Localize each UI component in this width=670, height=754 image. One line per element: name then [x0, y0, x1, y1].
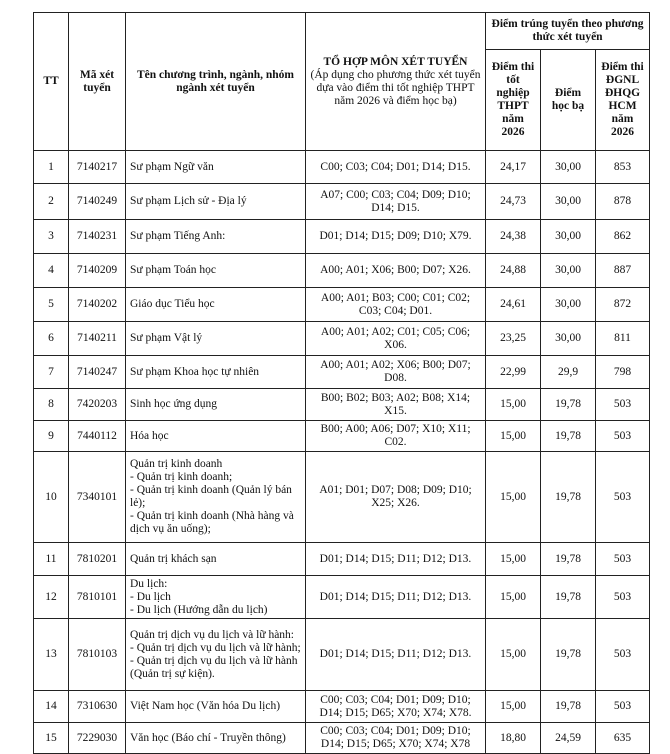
- admission-scores-table: [33, 12, 650, 754]
- cell-diem-hoc-ba: 24,59: [541, 723, 596, 754]
- cell-ma-xet-tuyen: 7140209: [69, 254, 126, 288]
- table-row: [34, 184, 650, 220]
- cell-tt: 6: [34, 322, 69, 356]
- cell-diem-dgnl: 887: [596, 254, 650, 288]
- cell-ma-xet-tuyen: 7140217: [69, 151, 126, 184]
- cell-ten-chuong-trinh: [126, 452, 306, 543]
- cell-diem-dgnl: 503: [596, 576, 650, 619]
- cell-diem-hoc-ba: 30,00: [541, 220, 596, 254]
- cell-to-hop: C00; C03; C04; D01; D14; D15.: [306, 151, 486, 184]
- cell-diem-thpt: 22,99: [486, 356, 541, 389]
- cell-ma-xet-tuyen: 7229030: [69, 723, 126, 754]
- cell-to-hop: A00; A01; X06; B00; D07; X26.: [306, 254, 486, 288]
- header-diem-dgnl: Điểm thi ĐGNL ĐHQG HCM năm 2026: [596, 50, 650, 151]
- cell-ten-chuong-trinh: [126, 723, 306, 754]
- program-name-line: Sinh học ứng dụng: [130, 398, 218, 410]
- program-name-line: Du lịch:: [130, 577, 168, 590]
- cell-diem-thpt: 24,88: [486, 254, 541, 288]
- program-name-line: - Du lịch: [130, 590, 171, 603]
- program-name-line: Sư phạm Khoa học tự nhiên: [130, 365, 260, 378]
- table-row: [34, 322, 650, 356]
- table-header: [34, 13, 650, 151]
- cell-diem-hoc-ba: 19,78: [541, 576, 596, 619]
- cell-diem-dgnl: 503: [596, 543, 650, 576]
- cell-diem-hoc-ba: 30,00: [541, 151, 596, 184]
- cell-ten-chuong-trinh: [126, 389, 306, 421]
- header-diem-group: Điểm trúng tuyển theo phương thức xét tuyển: [486, 13, 650, 50]
- cell-diem-thpt: 15,00: [486, 619, 541, 691]
- table-row: [34, 254, 650, 288]
- cell-diem-dgnl: 503: [596, 421, 650, 452]
- table-body: [34, 151, 650, 754]
- cell-diem-thpt: 24,73: [486, 184, 541, 220]
- program-name-line: - Quản trị dịch vụ du lịch và lữ hành;: [130, 641, 301, 654]
- table-row: [34, 288, 650, 322]
- cell-tt: 10: [34, 452, 69, 543]
- table-row: [34, 619, 650, 691]
- header-tt: TT: [34, 13, 69, 151]
- table-row: [34, 723, 650, 754]
- cell-to-hop: B00; A00; A06; D07; X10; X11; C02.: [306, 421, 486, 452]
- cell-diem-hoc-ba: 30,00: [541, 254, 596, 288]
- cell-diem-dgnl: 811: [596, 322, 650, 356]
- cell-diem-hoc-ba: 30,00: [541, 184, 596, 220]
- cell-ten-chuong-trinh: [126, 151, 306, 184]
- cell-ma-xet-tuyen: 7340101: [69, 452, 126, 543]
- cell-diem-thpt: 18,80: [486, 723, 541, 754]
- cell-ma-xet-tuyen: 7810103: [69, 619, 126, 691]
- cell-diem-hoc-ba: 30,00: [541, 322, 596, 356]
- cell-diem-hoc-ba: 19,78: [541, 389, 596, 421]
- program-name-line: - Quản trị kinh doanh;: [130, 471, 233, 483]
- table-row: [34, 576, 650, 619]
- cell-ma-xet-tuyen: 7440112: [69, 421, 126, 452]
- cell-ten-chuong-trinh: [126, 619, 306, 691]
- cell-tt: 1: [34, 151, 69, 184]
- cell-diem-hoc-ba: 19,78: [541, 452, 596, 543]
- cell-diem-dgnl: 635: [596, 723, 650, 754]
- cell-diem-thpt: 15,00: [486, 452, 541, 543]
- header-to-hop-title: TỔ HỢP MÔN XÉT TUYỂN: [323, 55, 468, 68]
- program-name-line: Quản trị dịch vụ du lịch và lữ hành:: [130, 628, 295, 641]
- table-row: [34, 151, 650, 184]
- cell-diem-thpt: 15,00: [486, 389, 541, 421]
- cell-diem-thpt: 24,38: [486, 220, 541, 254]
- header-ten-chuong-trinh: Tên chương trình, ngành, nhóm ngành xét tuyển: [126, 13, 306, 151]
- header-ma-xet-tuyen: Mã xét tuyển: [69, 13, 126, 151]
- cell-diem-hoc-ba: 19,78: [541, 691, 596, 723]
- cell-ma-xet-tuyen: 7140247: [69, 356, 126, 389]
- cell-diem-thpt: 24,61: [486, 288, 541, 322]
- cell-tt: 11: [34, 543, 69, 576]
- header-to-hop: [306, 13, 486, 151]
- program-name-line: - Quản trị kinh doanh (Quản lý bán lẻ);: [130, 484, 292, 509]
- cell-to-hop: D01; D14; D15; D11; D12; D13.: [306, 576, 486, 619]
- cell-ten-chuong-trinh: [126, 543, 306, 576]
- cell-tt: 2: [34, 184, 69, 220]
- cell-ma-xet-tuyen: 7810201: [69, 543, 126, 576]
- program-name-line: Giáo dục Tiểu học: [130, 298, 215, 310]
- cell-diem-hoc-ba: 19,78: [541, 421, 596, 452]
- cell-ten-chuong-trinh: [126, 184, 306, 220]
- cell-diem-dgnl: 798: [596, 356, 650, 389]
- cell-diem-thpt: 23,25: [486, 322, 541, 356]
- program-name-line: Việt Nam học (Văn hóa Du lịch): [130, 700, 281, 712]
- cell-diem-thpt: 15,00: [486, 421, 541, 452]
- cell-to-hop: B00; B02; B03; A02; B08; X14; X15.: [306, 389, 486, 421]
- table-row: [34, 389, 650, 421]
- cell-diem-hoc-ba: 19,78: [541, 543, 596, 576]
- program-name-line: Văn học (Báo chí - Truyền thông): [130, 731, 286, 744]
- table-row: [34, 421, 650, 452]
- program-name-line: - Quản trị dịch vụ du lịch và lữ hành (Quản trị sự kiện).: [130, 654, 298, 680]
- cell-tt: 3: [34, 220, 69, 254]
- cell-to-hop: C00; C03; C04; D01; D09; D10; D14; D15; D65; X70; X74; X78: [306, 723, 486, 754]
- cell-diem-hoc-ba: 19,78: [541, 619, 596, 691]
- header-diem-hoc-ba: Điểm học bạ: [541, 50, 596, 151]
- cell-ten-chuong-trinh: [126, 220, 306, 254]
- cell-ten-chuong-trinh: [126, 254, 306, 288]
- cell-tt: 15: [34, 723, 69, 754]
- cell-ten-chuong-trinh: [126, 322, 306, 356]
- cell-tt: 4: [34, 254, 69, 288]
- program-name-line: Sư phạm Ngữ văn: [130, 160, 214, 173]
- cell-tt: 13: [34, 619, 69, 691]
- program-name-line: Hóa học: [130, 429, 169, 442]
- table-row: [34, 356, 650, 389]
- cell-to-hop: D01; D14; D15; D09; D10; X79.: [306, 220, 486, 254]
- header-to-hop-note: (Áp dụng cho phương thức xét tuyển dựa vào điểm thi tốt nghiệp THPT năm 2026 và điểm học bạ): [310, 68, 481, 107]
- cell-diem-dgnl: 862: [596, 220, 650, 254]
- cell-ma-xet-tuyen: 7140202: [69, 288, 126, 322]
- program-name-line: Sư phạm Vật lý: [130, 332, 203, 344]
- cell-diem-dgnl: 503: [596, 389, 650, 421]
- cell-tt: 7: [34, 356, 69, 389]
- cell-ma-xet-tuyen: 7140231: [69, 220, 126, 254]
- cell-diem-thpt: 15,00: [486, 543, 541, 576]
- cell-to-hop: A07; C00; C03; C04; D09; D10; D14; D15.: [306, 184, 486, 220]
- program-name-line: Quản trị kinh doanh: [130, 458, 223, 470]
- cell-diem-hoc-ba: 30,00: [541, 288, 596, 322]
- cell-ma-xet-tuyen: 7810101: [69, 576, 126, 619]
- cell-tt: 5: [34, 288, 69, 322]
- program-name-line: - Quản trị kinh doanh (Nhà hàng và dịch vụ ăn uống);: [130, 510, 294, 535]
- cell-diem-dgnl: 503: [596, 691, 650, 723]
- program-name-line: Sư phạm Tiếng Anh:: [130, 230, 226, 242]
- cell-diem-dgnl: 878: [596, 184, 650, 220]
- cell-ten-chuong-trinh: [126, 691, 306, 723]
- cell-diem-thpt: 24,17: [486, 151, 541, 184]
- program-name-line: Sư phạm Toán học: [130, 264, 217, 276]
- cell-ten-chuong-trinh: [126, 421, 306, 452]
- cell-tt: 8: [34, 389, 69, 421]
- cell-diem-thpt: 15,00: [486, 576, 541, 619]
- cell-diem-dgnl: 503: [596, 619, 650, 691]
- cell-ma-xet-tuyen: 7140249: [69, 184, 126, 220]
- cell-to-hop: A00; A01; B03; C00; C01; C02; C03; C04; D01.: [306, 288, 486, 322]
- program-name-line: - Du lịch (Hướng dẫn du lịch): [130, 603, 268, 616]
- cell-ten-chuong-trinh: [126, 288, 306, 322]
- program-name-line: Quản trị khách sạn: [130, 552, 217, 565]
- cell-ma-xet-tuyen: 7310630: [69, 691, 126, 723]
- cell-to-hop: A00; A01; A02; C01; C05; C06; X06.: [306, 322, 486, 356]
- cell-ma-xet-tuyen: 7140211: [69, 322, 126, 356]
- cell-diem-dgnl: 503: [596, 452, 650, 543]
- cell-to-hop: A00; A01; A02; X06; B00; D07; D08.: [306, 356, 486, 389]
- cell-diem-hoc-ba: 29,9: [541, 356, 596, 389]
- table-row: [34, 452, 650, 543]
- cell-ten-chuong-trinh: [126, 356, 306, 389]
- cell-to-hop: D01; D14; D15; D11; D12; D13.: [306, 619, 486, 691]
- table-row: [34, 220, 650, 254]
- cell-ten-chuong-trinh: [126, 576, 306, 619]
- table-row: [34, 691, 650, 723]
- cell-diem-dgnl: 853: [596, 151, 650, 184]
- cell-tt: 14: [34, 691, 69, 723]
- cell-tt: 9: [34, 421, 69, 452]
- cell-to-hop: D01; D14; D15; D11; D12; D13.: [306, 543, 486, 576]
- cell-tt: 12: [34, 576, 69, 619]
- table-row: [34, 543, 650, 576]
- cell-to-hop: A01; D01; D07; D08; D09; D10; X25; X26.: [306, 452, 486, 543]
- program-name-line: Sư phạm Lịch sử - Địa lý: [130, 195, 247, 207]
- cell-diem-dgnl: 872: [596, 288, 650, 322]
- cell-ma-xet-tuyen: 7420203: [69, 389, 126, 421]
- cell-diem-thpt: 15,00: [486, 691, 541, 723]
- header-diem-thpt: Điểm thi tốt nghiệp THPT năm 2026: [486, 50, 541, 151]
- cell-to-hop: C00; C03; C04; D01; D09; D10; D14; D15; D65; X70; X74; X78.: [306, 691, 486, 723]
